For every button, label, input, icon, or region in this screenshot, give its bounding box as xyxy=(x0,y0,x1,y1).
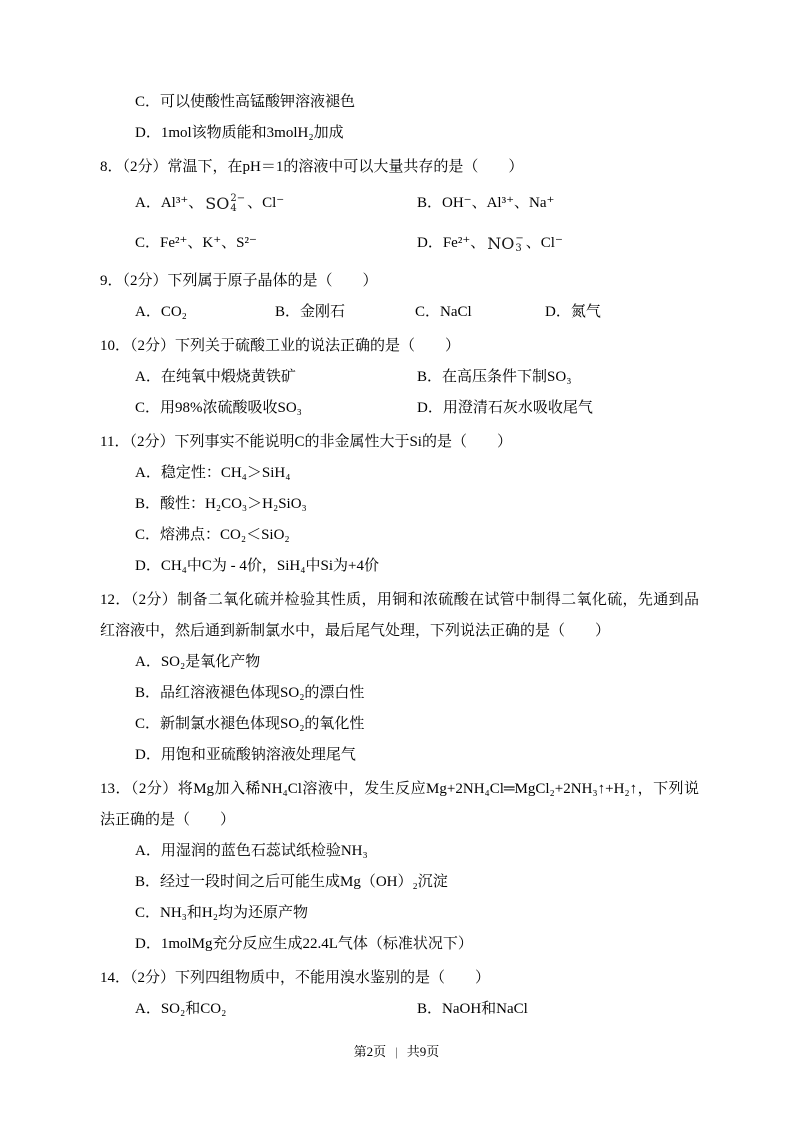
option xyxy=(417,183,699,223)
option-text: 1molMg充分反应生成22.4L气体（标准状况下） xyxy=(160,936,473,952)
option-text: 可以使酸性高锰酸钾溶液褪色 xyxy=(160,94,356,110)
option-text: 品红溶液褪色体现SO₂的漂白性 xyxy=(160,685,365,701)
option xyxy=(135,489,699,520)
option-label: A． xyxy=(135,465,161,481)
question-stem: 10．（2分）下列关于硫酸工业的说法正确的是（ ） xyxy=(100,338,461,354)
option-text: 经过一段时间之后可能生成Mg（OH）₂沉淀 xyxy=(160,874,448,890)
option xyxy=(417,362,699,393)
option-label: C． xyxy=(135,400,161,416)
question-stem: 12．（2分）制备二氧化硫并检验其性质，用铜和浓硫酸在试管中制得二氧化硫，先通到品红溶液中，然后通到新制氯水中，最后尾气处理，下列说法正确的是（ ） xyxy=(100,592,699,639)
question-7-tail xyxy=(100,87,699,149)
option xyxy=(135,836,699,867)
page-number: 第2页 xyxy=(353,1044,387,1059)
option-text: 在纯氧中煅烧黄铁矿 xyxy=(160,369,296,385)
question-14 xyxy=(100,963,699,1025)
option xyxy=(135,740,699,771)
question-10 xyxy=(100,331,699,424)
option-label: A． xyxy=(135,1001,161,1017)
option xyxy=(415,297,545,328)
page-content xyxy=(100,84,699,1025)
option xyxy=(135,647,699,678)
option-text: OH⁻、Al³⁺、Na⁺ xyxy=(442,195,555,211)
question-stem: 8．（2分）常温下，在pH＝1的溶液中可以大量共存的是（ ） xyxy=(100,159,524,175)
option-text: Al³⁺、 xyxy=(160,195,204,211)
option-label: D． xyxy=(417,400,443,416)
option-label: B． xyxy=(275,304,301,320)
option-label: D． xyxy=(135,125,161,141)
question-stem: 14．（2分）下列四组物质中，不能用溴水鉴别的是（ ） xyxy=(100,970,491,986)
option-label: D． xyxy=(135,747,161,763)
chem-formula-nitrate xyxy=(487,234,524,254)
option xyxy=(135,520,699,551)
option xyxy=(135,297,275,328)
option-label: C． xyxy=(135,527,161,543)
option-label: C． xyxy=(135,716,161,732)
option-label: A． xyxy=(135,843,161,859)
option-text: 酸性：H₂CO₃＞H₂SiO₃ xyxy=(160,496,307,512)
option xyxy=(417,994,699,1025)
option xyxy=(545,297,699,328)
option-label: C． xyxy=(135,235,161,251)
option-text: 用澄清石灰水吸收尾气 xyxy=(442,400,593,416)
option-text: 氮气 xyxy=(570,304,601,320)
formula-base: SO xyxy=(205,193,230,213)
option-label: A． xyxy=(135,369,161,385)
option-label: B． xyxy=(135,685,161,701)
option xyxy=(135,994,417,1025)
page-total: 共9页 xyxy=(406,1044,440,1059)
option xyxy=(417,393,699,424)
option-label: D． xyxy=(135,936,161,952)
formula-subscript: 4 xyxy=(230,202,237,214)
option xyxy=(135,458,699,489)
option xyxy=(135,709,699,740)
question-stem: 9．（2分）下列属于原子晶体的是（ ） xyxy=(100,273,378,289)
option-text: 1mol该物质能和3molH₂加成 xyxy=(160,125,344,141)
chem-formula-sulfate xyxy=(205,194,245,214)
option-label: A． xyxy=(135,304,161,320)
option-label: C． xyxy=(135,94,161,110)
formula-superscript: − xyxy=(515,232,524,244)
option xyxy=(135,929,699,960)
option-text: 、Cl⁻ xyxy=(525,235,563,251)
option-label: C． xyxy=(135,905,161,921)
formula-superscript: 2− xyxy=(230,192,246,204)
option-text: 用湿润的蓝色石蕊试纸检验NH₃ xyxy=(160,843,368,859)
option xyxy=(275,297,415,328)
option xyxy=(135,393,417,424)
option-text: NaOH和NaCl xyxy=(442,1001,528,1017)
question-13 xyxy=(100,774,699,960)
option-text: SO₂是氧化产物 xyxy=(160,654,261,670)
option xyxy=(135,867,699,898)
option-label: D． xyxy=(135,558,161,574)
option xyxy=(417,223,699,263)
option-text: 金刚石 xyxy=(300,304,346,320)
option-label: B． xyxy=(135,496,161,512)
option-text: Fe²⁺、K⁺、S²⁻ xyxy=(160,235,257,251)
option xyxy=(135,678,699,709)
option-text: 用98%浓硫酸吸收SO₃ xyxy=(160,400,302,416)
option-label: A． xyxy=(135,195,161,211)
option-text: 稳定性：CH₄＞SiH₄ xyxy=(160,465,291,481)
option-text: 用饱和亚硫酸钠溶液处理尾气 xyxy=(160,747,356,763)
option-label: D． xyxy=(545,304,571,320)
option xyxy=(135,362,417,393)
option-label: A． xyxy=(135,654,161,670)
formula-base: NO xyxy=(487,233,515,253)
question-9 xyxy=(100,266,699,328)
option-label: B． xyxy=(135,874,161,890)
footer-separator: | xyxy=(395,1044,398,1059)
option-text: Fe²⁺、 xyxy=(442,235,486,251)
formula-subscript: 3 xyxy=(515,242,522,254)
question-12 xyxy=(100,585,699,771)
question-11 xyxy=(100,427,699,582)
page-footer xyxy=(0,1041,793,1060)
option-text: CH₄中C为 - 4价，SiH₄中Si为+4价 xyxy=(160,558,379,574)
option-text: 新制氯水褪色体现SO₂的氧化性 xyxy=(160,716,365,732)
option xyxy=(135,87,699,118)
option-text: CO₂ xyxy=(160,304,187,320)
option xyxy=(135,118,699,149)
question-8 xyxy=(100,152,699,263)
option xyxy=(135,183,417,223)
option xyxy=(135,223,417,263)
option-text: NH₃和H₂均为还原产物 xyxy=(160,905,308,921)
option xyxy=(135,551,699,582)
option-text: 在高压条件下制SO₃ xyxy=(442,369,572,385)
option-label: B． xyxy=(417,1001,443,1017)
option xyxy=(135,898,699,929)
question-stem: 11．（2分）下列事实不能说明C的非金属性大于Si的是（ ） xyxy=(100,434,512,450)
question-stem: 13．（2分）将Mg加入稀NH₄Cl溶液中，发生反应Mg+2NH₄Cl═MgCl₂+2NH₃↑+H₂↑，下列说法正确的是（ ） xyxy=(100,781,699,828)
option-text: NaCl xyxy=(440,304,472,320)
option-label: D． xyxy=(417,235,443,251)
option-text: SO₂和CO₂ xyxy=(160,1001,227,1017)
option-label: C． xyxy=(415,304,441,320)
option-label: B． xyxy=(417,195,443,211)
option-label: B． xyxy=(417,369,443,385)
option-text: 熔沸点：CO₂＜SiO₂ xyxy=(160,527,290,543)
option-text: 、Cl⁻ xyxy=(247,195,285,211)
